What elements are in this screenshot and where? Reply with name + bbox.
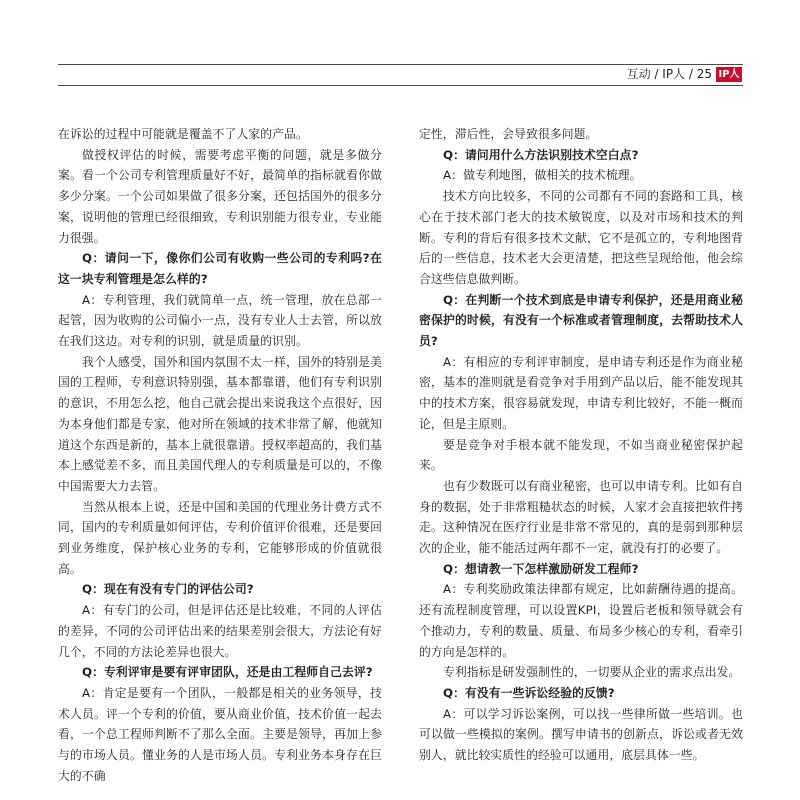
body-paragraph: 专利指标是研发强制性的，一切要从企业的需求点出发。	[443, 665, 741, 680]
body-paragraph: 要是竞争对手根本就不能发现，不如当商业秘密保护起来。	[419, 437, 743, 473]
body-paragraph: A：做专利地图，做相关的技术梳理。	[443, 168, 642, 183]
section-tag: IP人	[716, 67, 742, 82]
continued-paragraph: 在诉讼的过程中可能就是覆盖不了人家的产品。	[58, 127, 308, 141]
body-paragraph: 做授权评估的时候，需要考虑平衡的问题，就是多做分案。看一个公司专利管理质量好不好，最简单的指标就看你做多少分案。一个公司如果做了很多分案，还包括国外的很多分案，说明他的管理已经很细致，专利识别能力很专业，专业能力很强。	[58, 147, 382, 245]
question-paragraph: Q：想请教一下怎样激励研发工程师?	[443, 561, 639, 576]
body-paragraph: 也有少数既可以有商业秘密，也可以申请专利。比如有自身的数据，处于非常粗糙状态的时候，人家才会直接把软件拷走。这种情况在医疗行业是非常不常见的，真的是弱到那种层次的企业，能不能活过两年都不一定，就没有打的必要了。	[419, 478, 743, 556]
body-paragraph: 当然从根本上说，还是中国和美国的代理业务计费方式不同，国内的专利质量如何评估，专利价值评价很难，还是要回到业务维度，保护核心业务的专利，它能够形成的价值就很高。	[58, 499, 382, 576]
header-rule	[58, 85, 743, 86]
left-column	[58, 124, 382, 787]
question-paragraph: Q：在判断一个技术到底是申请专利保护，还是用商业秘密保护的时候，有没有一个标准或者管理制度，去帮助技术人员?	[419, 292, 743, 349]
question-paragraph: Q：现在有没有专门的评估公司?	[82, 582, 254, 597]
question-paragraph: Q：有没有一些诉讼经验的反馈?	[443, 685, 615, 700]
body-paragraph: 我个人感受，国外和国内氛围不太一样，国外的特别是美国的工程师，专利意识特别强，基本都靠谱，他们有专利识别的意识，不用怎么挖，他自己就会提出来说我这个点很好，因为本身他们都是专家，他对所在领域的技术非常了解，他就知道这个东西是新的，基本上就很靠谱。授权率超高的，我们基本上感觉差不多，而且美国代理人的专利质量是可以的，不像中国需要大力去管。	[58, 354, 382, 493]
question-paragraph: Q：专利评审是要有评审团队，还是由工程师自己去评?	[82, 665, 373, 680]
body-paragraph: A：肯定是要有一个团队，一般都是相关的业务领导，技术人员。评一个专利的价值，要从商业价值，技术价值一起去看，一个总工程师判断不了那么全面。主要是领导，再加上参与的市场人员。懂业务的人是市场人员。专利业务本身存在巨大的不确	[58, 685, 382, 783]
body-paragraph: A：有相应的专利评审制度，是申请专利还是作为商业秘密，基本的准则就是看竞争对手用到产品以后，能不能发现其中的技术方案，很容易就发现，申请专利比较好，不能一概而论，但是主原则。	[419, 354, 743, 431]
body-paragraph: A：专利奖励政策法律都有规定，比如薪酬待遇的提高。还有流程制度管理，可以设置KPI，设置后老板和领导就会有个推动力，专利的数量、质量、布局多少核心的专利，看牵引的方向是怎样的。	[419, 582, 743, 659]
body-paragraph: A：专利管理，我们就简单一点，统一管理，放在总部一起管，因为收购的公司偏小一点，没有专业人士去管，所以放在我们这边。对专利的识别，就是质量的识别。	[58, 292, 382, 349]
continued-paragraph: 定性，滞后性，会导致很多问题。	[419, 127, 598, 141]
body-paragraph: 技术方向比较多，不同的公司都有不同的套路和工具，核心在于技术部门老大的技术敏锐度，以及对市场和技术的判断。专利的背后有很多技术文献，它不是孤立的，专利地图背后的一些信息，技术老大会更清楚，把这些呈现给他，他会综合这些信息做判断。	[419, 189, 743, 286]
body-paragraph: A：可以学习诉讼案例，可以找一些律所做一些培训。也可以做一些模拟的案例。撰写申请书的创新点，诉讼或者无效别人，就比较实质性的经验可以通用，底层具体一些。	[419, 706, 743, 763]
top-rule	[58, 64, 743, 65]
right-column	[419, 124, 743, 766]
body-paragraph: A：有专门的公司，但是评估还是比较难，不同的人评估的差异，不同的公司评估出来的结果差别会很大，方法论有好几个，不同的方法论差异也很大。	[58, 603, 382, 659]
running-header: 互动 / IP人 / 25	[626, 67, 712, 81]
question-paragraph: Q：请问用什么方法识别技术空白点?	[443, 147, 639, 162]
question-paragraph: Q：请问一下，像你们公司有收购一些公司的专利吗?在这一块专利管理是怎么样的?	[58, 251, 382, 286]
